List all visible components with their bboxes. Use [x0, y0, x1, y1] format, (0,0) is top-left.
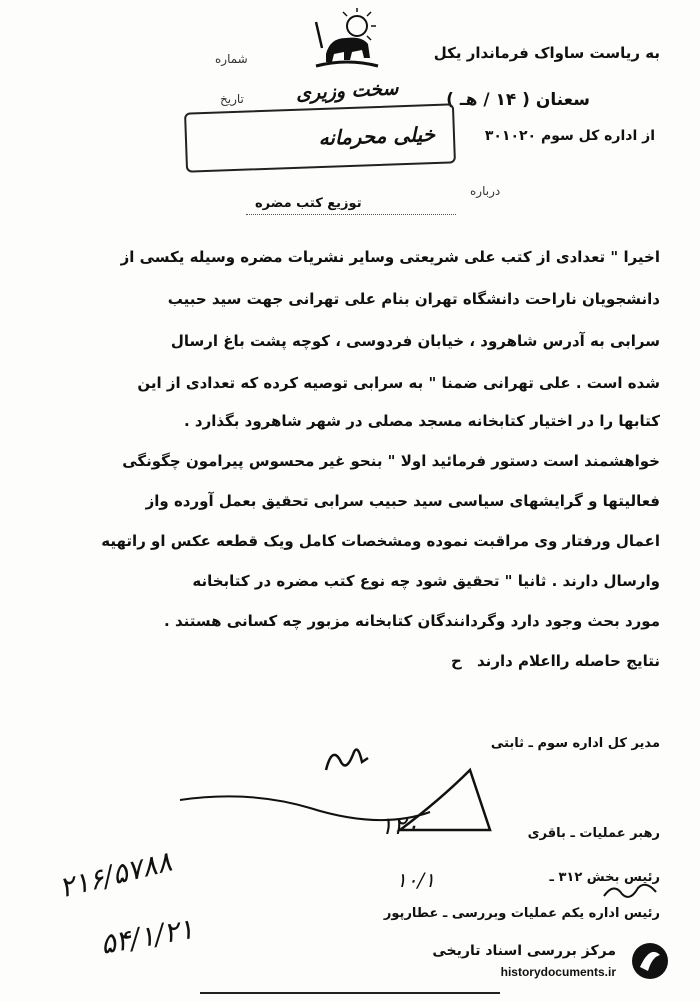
- handwritten-archive-number: ۲۱۶/۵۷۸۸: [55, 844, 176, 905]
- classification-stamp: [184, 103, 456, 172]
- body-line: دانشجویان ناراحت دانشگاه تهران بنام علی تهرانی جهت سید حبیب: [167, 290, 660, 308]
- from-department: از اداره کل سوم ۳۰۱۰۲۰: [484, 128, 655, 144]
- organization-heading: به ریاست ساواک فرماندار یکل: [433, 44, 660, 62]
- body-line: مورد بحث وجود دارد وگردانندگان کتابخانه مزبور چه کسانی هستند .: [164, 612, 660, 630]
- body-last-line: نتایج حاصله رااعلام دارند: [477, 652, 660, 670]
- number-label: شماره: [215, 52, 248, 66]
- watermark: [408, 937, 678, 985]
- lion-and-sun-emblem-icon: [312, 8, 382, 72]
- page-edge-line: [200, 992, 500, 994]
- body-line: اخیرا " تعدادی از کتب علی شریعتی وسایر نشریات مضره وسیله یکسی از: [120, 248, 660, 266]
- ops-leader-line: رهبر عملیات ـ باقری: [527, 826, 660, 841]
- body-line: سرابی به آدرس شاهرود ، خیابان فردوسی ، کوچه پشت باغ ارسال: [170, 332, 660, 350]
- handwritten-note: ۱۲۰: [380, 812, 419, 840]
- department-head-line: رئیس اداره یکم عملیات وبررسی ـ عطارپور: [383, 906, 660, 921]
- watermark-url: historydocuments.ir: [500, 965, 616, 979]
- classification-text: سخت وزیری: [295, 77, 399, 105]
- subject-label: درباره: [470, 184, 501, 198]
- watermark-title: مرکز بررسی اسناد تاریخی: [432, 943, 616, 959]
- closing-mark: ح: [450, 652, 462, 670]
- file-number: سعنان ( ۱۴ / هـ ): [446, 90, 590, 110]
- body-line: شده است . علی تهرانی ضمنا " به سرابی توصیه کرده که تعدادی از این: [137, 374, 660, 392]
- subject-value: توزیع کتب مضره: [255, 196, 362, 211]
- signature-scribble: [170, 760, 530, 850]
- date-label: تاریخ: [220, 92, 244, 106]
- body-line: کتابها را در اختیار کتابخانه مسجد مصلی در شهر شاهرود بگذارد .: [184, 412, 660, 430]
- handwritten-note: ۱۰/۱: [396, 868, 435, 892]
- subject-underline: [246, 214, 456, 215]
- handwritten-date: ۵۴/۱/۲۱: [97, 912, 197, 961]
- director-signature-line: مدیر کل اداره سوم ـ ثابتی: [490, 736, 660, 751]
- body-line: اعمال ورفتار وی مراقبت نموده ومشخصات کامل ویک قطعه عکس او راتهیه: [101, 532, 660, 550]
- section-head-scribble: [600, 878, 660, 904]
- body-line: [451, 652, 660, 670]
- body-line: فعالیتها و گرایشهای سیاسی سید حبیب سرابی تحقیق بعمل آورده واز: [145, 492, 660, 510]
- section-head-line: رئیس بخش ۳۱۲ ـ: [549, 870, 660, 885]
- body-line: خواهشمند است دستور فرمائید اولا " بنحو غیر محسوس پیرامون چگونگی: [122, 452, 660, 470]
- stamp-text: خیلی محرمانه: [318, 121, 436, 151]
- archive-logo-icon: [630, 941, 670, 981]
- body-line: وارسال دارند . ثانیا " تحقیق شود چه نوع کتب مضره در کتابخانه: [192, 572, 660, 590]
